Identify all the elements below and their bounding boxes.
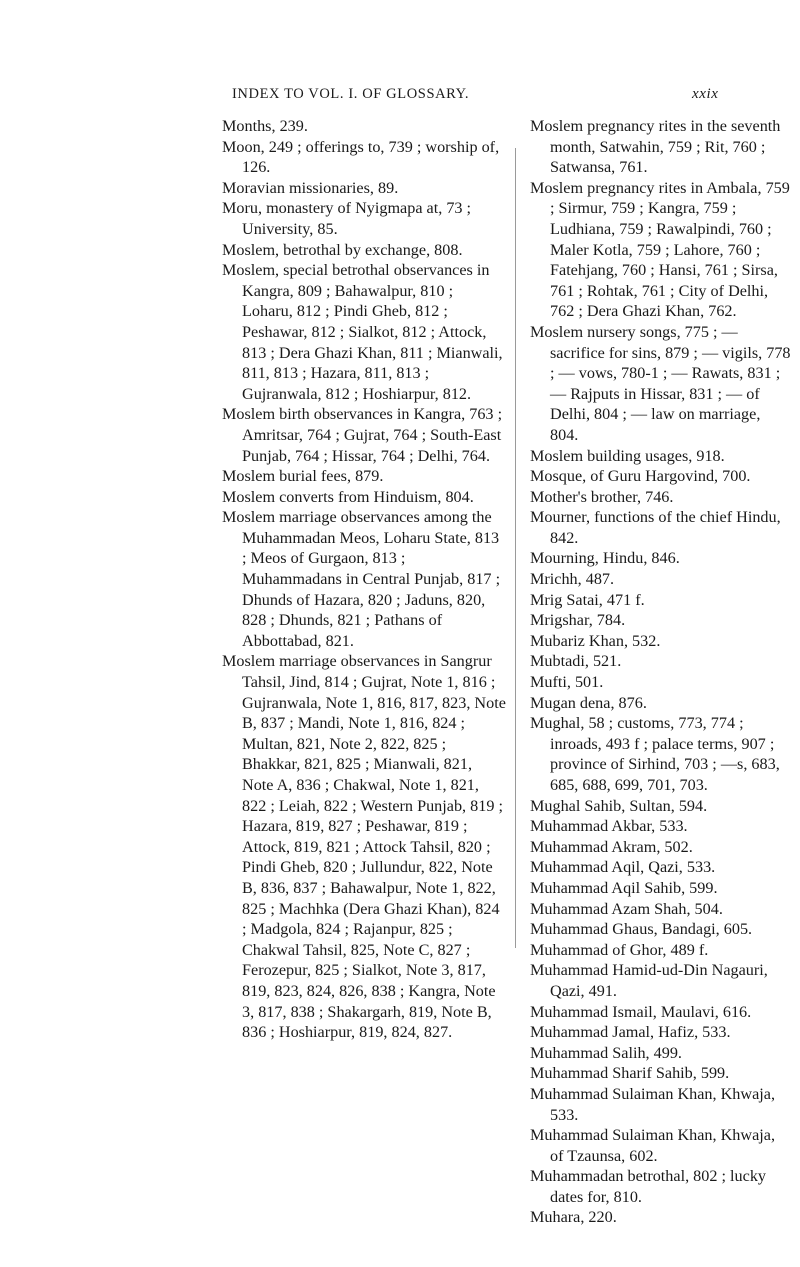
index-entry: Moslem marriage observances among the Muhammadan Meos, Loharu State, 813 ; Meos of Gurgaon, 813 ; Muhammadans in Central Punjab, 817 ; Dhunds of Hazara, 820 ; Jaduns, 820, 828 ; Dhunds, 821 ; Pathans of Abbottabad, 821. [222,508,501,650]
index-entry: Mughal Sahib, Sultan, 594. [530,796,708,815]
index-entry: Moslem nursery songs, 775 ; — sacrifice for sins, 879 ; — vigils, 778 ; — vows, 780-1 ; — Rawats, 831 ; — Rajputs in Hissar, 831 ; — of Delhi, 804 ; — law on marriage, 804. [530,322,791,444]
index-entry: Muhammad Hamid-ud-Din Nagauri, Qazi, 491. [530,961,768,1000]
index-entry: Mrigshar, 784. [530,611,626,630]
index-entry: Mufti, 501. [530,673,604,692]
index-entry: Moslem birth observances in Kangra, 763 ; Amritsar, 764 ; Gujrat, 764 ; South-East Punjab, 764 ; Hissar, 764 ; Delhi, 764. [222,405,503,465]
index-entry: Muhammad Aqil, Qazi, 533. [530,858,716,877]
index-entry: Mrig Satai, 471 f. [530,590,645,609]
index-entry: Muhammad Aqil Sahib, 599. [530,878,718,897]
index-entry: Moravian missionaries, 89. [222,178,399,197]
index-entry: Moslem pregnancy rites in the seventh month, Satwahin, 759 ; Rit, 760 ; Satwansa, 761. [530,117,781,177]
index-entry: Moslem marriage observances in Sangrur Tahsil, Jind, 814 ; Gujrat, Note 1, 816 ; Gujranwala, Note 1, 816, 817, 823, Note B, 837 ; Mandi, Note 1, 816, 824 ; Multan, 821, Note 2, 822, 825 ; Bhakkar, 821, 825 ; Mianwali, 821, Note A, 836 ; Chakwal, Note 1, 821, 822 ; Leiah, 822 ; Western Punjab, 819 ; Hazara, 819, 827 ; Peshawar, 819 ; Attock, 819, 821 ; Attock Tahsil, 820 ; Pindi Gheb, 820 ; Jullundur, 822, Note B, 836, 837 ; Bahawalpur, Note 1, 822, 825 ; Machhka (Dera Ghazi Khan), 824 ; Madgola, 824 ; Rajanpur, 825 ; Chakwal Tahsil, 825, Note C, 827 ; Ferozepur, 825 ; Sialkot, Note 3, 817, 819, 823, 824, 826, 838 ; Kangra, Note 3, 817, 838 ; Shakargarh, 819, Note B, 836 ; Hoshiarpur, 819, 824, 827. [222,652,506,1042]
index-entry: Muhara, 220. [530,1208,617,1227]
index-entry: Moon, 249 ; offerings to, 739 ; worship of, 126. [222,137,500,177]
running-head: INDEX TO VOL. I. OF GLOSSARY. [232,86,470,102]
page-number: xxix [692,86,719,102]
index-entry: Moslem burial fees, 879. [222,467,384,486]
index-entry: Muhammad Azam Shah, 504. [530,899,723,918]
index-entry: Muhammad Ghaus, Bandagi, 605. [530,920,753,939]
index-column-left [222,116,507,1043]
index-entry: Mourning, Hindu, 846. [530,549,680,568]
index-entry: Muhammad Jamal, Hafiz, 533. [530,1023,731,1042]
index-entry: Muhammad of Ghor, 489 f. [530,940,709,959]
index-entry: Muhammad Ismail, Maulavi, 616. [530,1002,752,1021]
index-entry: Moslem building usages, 918. [530,446,725,465]
index-entry: Mourner, functions of the chief Hindu, 842. [530,508,781,547]
index-column-right [530,116,792,1228]
index-entry: Moru, monastery of Nyigmapa at, 73 ; University, 85. [222,199,472,238]
index-entry: Mrichh, 487. [530,570,615,589]
index-entry: Mughal, 58 ; customs, 773, 774 ; inroads, 493 f ; palace terms, 907 ; province of Sirhind, 703 ; —s, 683, 685, 688, 699, 701, 703. [530,714,780,794]
column-divider [515,148,516,948]
index-entry: Muhammad Akbar, 533. [530,817,688,836]
index-entry: Muhammad Sulaiman Khan, Khwaja, of Tzaunsa, 602. [530,1126,776,1165]
index-entry: Muhammad Sharif Sahib, 599. [530,1064,730,1083]
index-entry: Moslem, betrothal by exchange, 808. [222,240,463,259]
index-entry: Mubariz Khan, 532. [530,631,661,650]
index-entry: Moslem converts from Hinduism, 804. [222,487,474,506]
index-entry: Mugan dena, 876. [530,693,647,712]
index-entry: Moslem pregnancy rites in Ambala, 759 ; Sirmur, 759 ; Kangra, 759 ; Ludhiana, 759 ; Rawalpindi, 760 ; Maler Kotla, 759 ; Lahore, 760 ; Fatehjang, 760 ; Hansi, 761 ; Sirsa, 761 ; Rohtak, 761 ; City of Delhi, 762 ; Dera Ghazi Khan, 762. [530,178,790,321]
index-entry: Mosque, of Guru Hargovind, 700. [530,467,751,486]
index-entry: Muhammad Akram, 502. [530,837,693,856]
index-entry: Muhammad Salih, 499. [530,1043,682,1062]
index-entry: Moslem, special betrothal observances in Kangra, 809 ; Bahawalpur, 810 ; Loharu, 812 ; Pindi Gheb, 812 ; Peshawar, 812 ; Sialkot, 812 ; Attock, 813 ; Dera Ghazi Khan, 811 ; Mianwali, 811, 813 ; Hazara, 811, 813 ; Gujranwala, 812 ; Hoshiarpur, 812. [222,261,503,403]
index-entry: Months, 239. [222,117,308,135]
index-entry: Muhammad Sulaiman Khan, Khwaja, 533. [530,1084,776,1124]
index-entry: Mother's brother, 746. [530,487,674,506]
index-entry: Muhammadan betrothal, 802 ; lucky dates for, 810. [530,1167,767,1206]
index-entry: Mubtadi, 521. [530,652,622,671]
